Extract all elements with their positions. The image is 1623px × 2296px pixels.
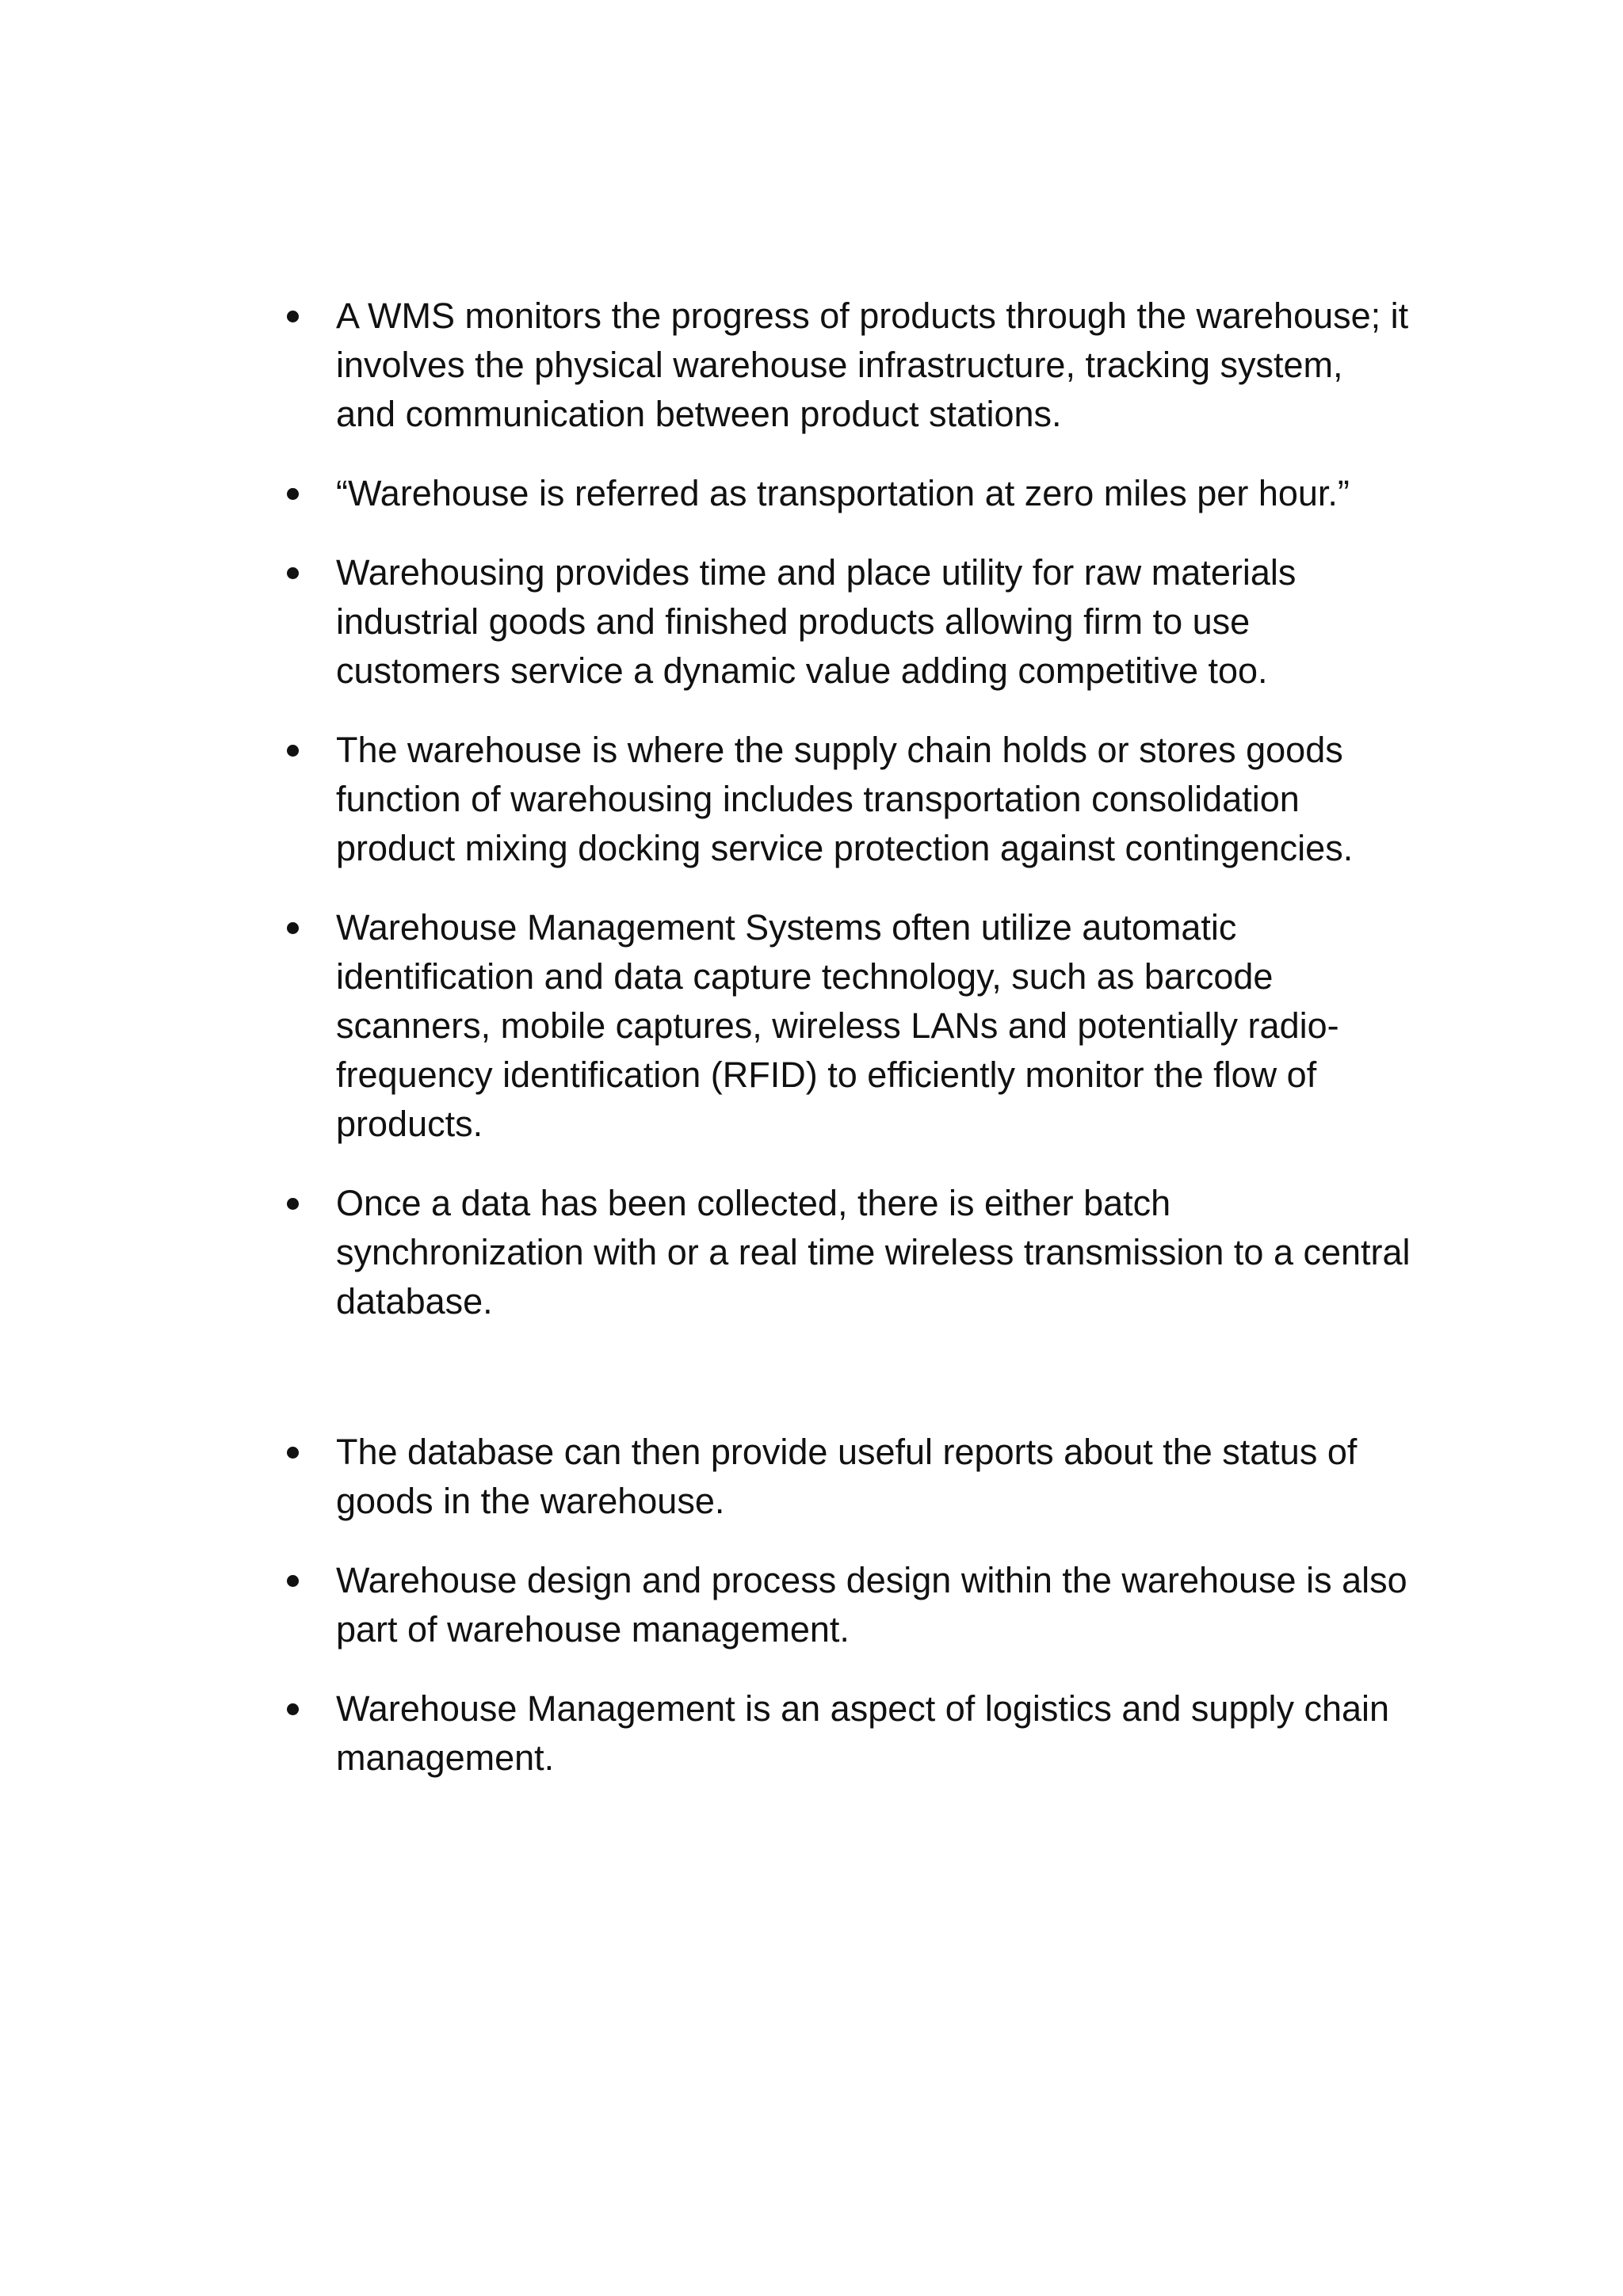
bullet-text: Warehousing provides time and place utility for raw materials industrial goods and finished products allowing firm to use customers service a dynamic value adding competitive too.	[336, 552, 1296, 691]
bullet-text: “Warehouse is referred as transportation at zero miles per hour.”	[336, 473, 1350, 513]
bullet-item-warehouse-design	[287, 1556, 1412, 1654]
bullet-item-supply-chain-storage	[287, 726, 1412, 873]
bullet-text: Warehouse Management Systems often utilize automatic identification and data capture technology, such as barcode scanners, mobile captures, wireless LANs and potentially radio-frequency identification (RFID) to efficiently monitor the flow of products.	[336, 907, 1339, 1144]
bullet-dot-icon	[287, 311, 299, 322]
bullet-text: Warehouse Management is an aspect of logistics and supply chain management.	[336, 1688, 1390, 1778]
bullet-text: The database can then provide useful reports about the status of goods in the warehouse.	[336, 1432, 1358, 1521]
bullet-item-wms-progress	[287, 292, 1412, 439]
bullet-dot-icon	[287, 922, 299, 934]
bullet-dot-icon	[287, 1703, 299, 1715]
bullet-text: A WMS monitors the progress of products through the warehouse; it involves the physical warehouse infrastructure, tracking system, and communication between product stations.	[336, 296, 1409, 434]
bullet-item-zero-miles	[287, 469, 1412, 518]
bullet-item-data-capture	[287, 903, 1412, 1149]
bullet-text: The warehouse is where the supply chain holds or stores goods function of warehousing includes transportation consolidation product mixing docking service protection against contingencies.	[336, 730, 1354, 868]
bullet-text: Warehouse design and process design within the warehouse is also part of warehouse management.	[336, 1560, 1407, 1650]
bullet-dot-icon	[287, 1447, 299, 1459]
bullet-item-data-transmission	[287, 1179, 1412, 1326]
bullet-dot-icon	[287, 1575, 299, 1587]
bullet-dot-icon	[287, 488, 299, 500]
bullet-dot-icon	[287, 567, 299, 579]
bullet-item-time-place-utility	[287, 548, 1412, 696]
bullet-list	[287, 292, 1412, 1813]
bullet-item-logistics-aspect	[287, 1684, 1412, 1783]
bullet-dot-icon	[287, 1198, 299, 1210]
bullet-dot-icon	[287, 745, 299, 757]
bullet-text: Once a data has been collected, there is either batch synchronization with or a real time wireless transmission to a central database.	[336, 1183, 1411, 1322]
bullet-item-database-reports	[287, 1428, 1412, 1526]
